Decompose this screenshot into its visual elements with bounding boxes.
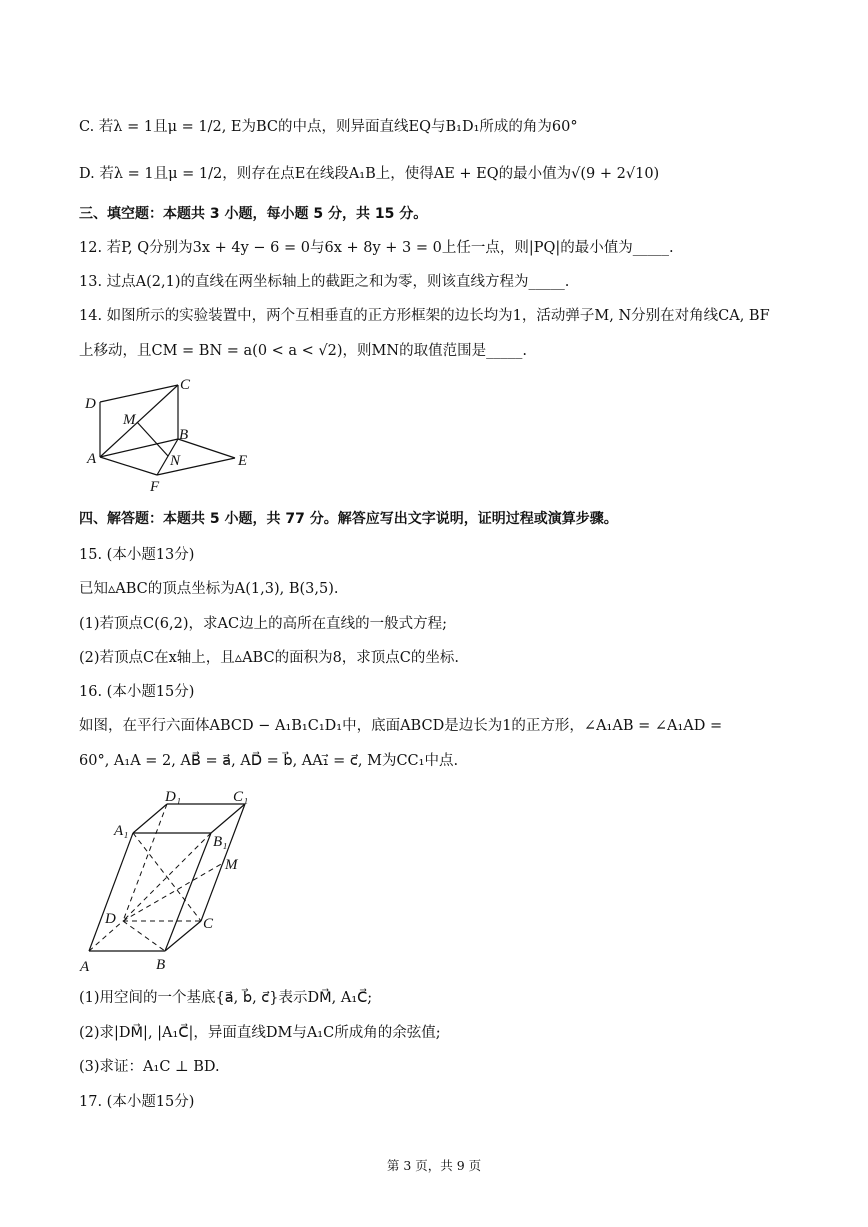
figure-parallelepiped	[76, 783, 266, 978]
fig2-label-c: C	[203, 916, 214, 932]
question-16-title: 16. (本小题15分)	[79, 684, 195, 700]
fig1-label-f: F	[150, 479, 160, 495]
question-13: 13. 过点A(2,1)的直线在两坐标轴上的截距之和为零，则该直线方程为_____.	[79, 274, 570, 290]
fig1-label-n: N	[170, 453, 181, 469]
fig1-label-e: E	[238, 453, 248, 469]
fig2-label-b1: B₁	[213, 834, 228, 850]
page-footer: 第 3 页，共 9 页	[386, 1158, 482, 1173]
question-15-title: 15. (本小题13分)	[79, 547, 195, 563]
question-15-part1: (1)若顶点C(6,2)，求AC边上的高所在直线的一般式方程;	[79, 616, 447, 632]
question-15-stem: 已知▵ABC的顶点坐标为A(1,3), B(3,5).	[79, 581, 339, 597]
fig2-label-d1: D₁	[165, 789, 182, 805]
line-option-c: C. 若λ = 1且μ = 1/2, E为BC的中点，则异面直线EQ与B₁D₁所成的角为60°	[79, 119, 578, 135]
fig1-label-a: A	[87, 451, 97, 467]
line-option-d: D. 若λ = 1且μ = 1/2，则存在点E在线段A₁B上，使得AE + EQ的最小值为√(9 + 2√10)	[79, 166, 660, 182]
fig2-label-d: D	[105, 911, 116, 927]
fig2-label-c1: C₁	[233, 789, 249, 805]
question-17-title: 17. (本小题15分)	[79, 1094, 195, 1110]
fig1-label-b: B	[179, 427, 189, 443]
question-16-part1: (1)用空间的一个基底{a⃗, b⃗, c⃗}表示DM⃗, A₁C⃗;	[79, 990, 373, 1006]
fig1-label-c: C	[180, 377, 191, 393]
fig2-label-a1: A₁	[114, 823, 129, 839]
question-16-stem-line2: 60°, A₁A = 2, AB⃗ = a⃗, AD⃗ = b⃗, AA₁⃗ = c⃗, M为CC₁中点.	[79, 753, 459, 769]
fig2-label-b: B	[156, 957, 166, 973]
question-14-line2: 上移动，且CM = BN = a(0 < a < √2)，则MN的取值范围是_____.	[79, 343, 527, 359]
fig2-label-a: A	[80, 959, 90, 975]
fig2-label-m: M	[225, 857, 238, 873]
question-16-stem-line1: 如图，在平行六面体ABCD − A₁B₁C₁D₁中，底面ABCD是边长为1的正方形，∠A₁AB = ∠A₁AD =	[79, 718, 723, 734]
fig1-label-d: D	[85, 396, 96, 412]
figure-square-frames	[80, 375, 260, 495]
question-15-part2: (2)若顶点C在x轴上，且▵ABC的面积为8，求顶点C的坐标.	[79, 650, 460, 666]
section-solution-heading: 四、解答题：本题共 5 小题，共 77 分。解答应写出文字说明，证明过程或演算步骤。	[79, 511, 618, 527]
question-14-line1: 14. 如图所示的实验装置中，两个互相垂直的正方形框架的边长均为1，活动弹子M, N分别在对角线CA, BF	[79, 308, 770, 324]
fig1-label-m: M	[123, 412, 136, 428]
question-16-part2: (2)求|DM⃗|, |A₁C⃗|，异面直线DM与A₁C所成角的余弦值;	[79, 1025, 441, 1041]
question-12: 12. 若P, Q分别为3x + 4y − 6 = 0与6x + 8y + 3 = 0上任一点，则|PQ|的最小值为_____.	[79, 240, 674, 256]
question-16-part3: (3)求证：A₁C ⊥ BD.	[79, 1059, 220, 1075]
section-fill-in-heading: 三、填空题：本题共 3 小题，每小题 5 分，共 15 分。	[79, 206, 428, 222]
